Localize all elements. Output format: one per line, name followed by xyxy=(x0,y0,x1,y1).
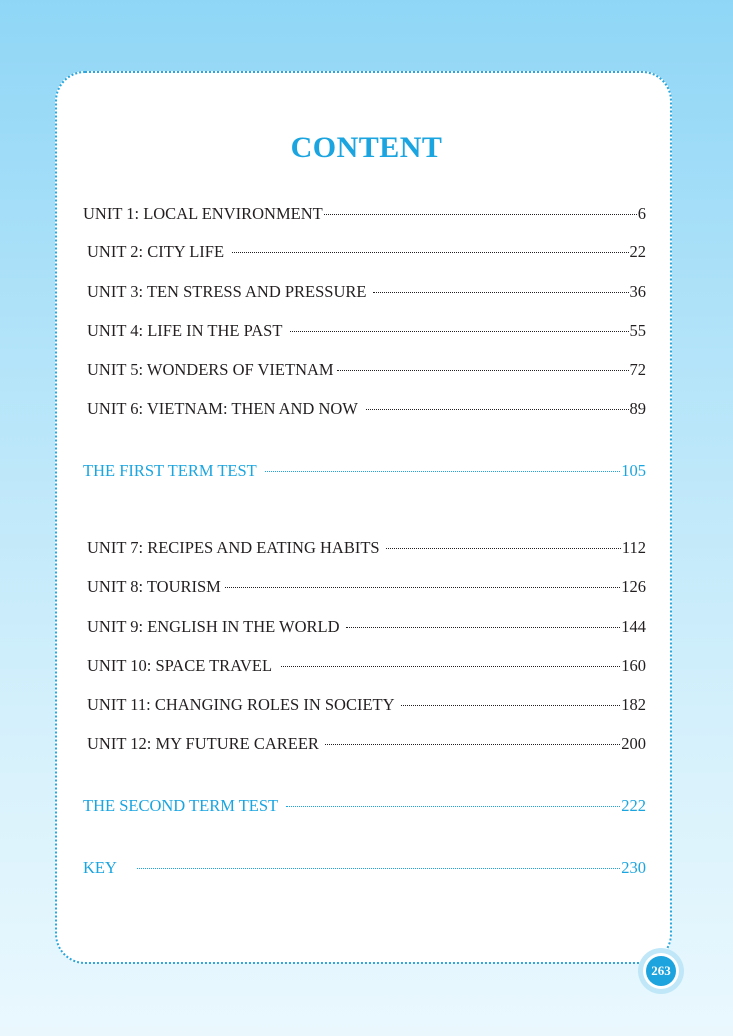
toc-entry-page: 105 xyxy=(621,461,646,480)
dot-leader xyxy=(325,744,620,745)
toc-entry-page: 55 xyxy=(629,321,646,340)
toc-entry-unit-1[interactable] xyxy=(83,204,646,226)
toc-entry-page: 160 xyxy=(621,656,646,675)
toc-entry-key[interactable] xyxy=(83,858,646,880)
dot-leader xyxy=(290,331,628,332)
dot-leader xyxy=(337,370,629,371)
toc-entry-unit-10[interactable] xyxy=(87,656,646,678)
toc-entry-label: UNIT 3: TEN STRESS AND PRESSURE xyxy=(87,282,367,301)
toc-entry-page: 112 xyxy=(621,538,646,557)
dot-leader xyxy=(401,705,621,706)
toc-entry-page: 22 xyxy=(629,242,646,261)
dot-leader xyxy=(386,548,621,549)
dot-leader xyxy=(346,627,621,628)
toc-entry-first-term-test[interactable] xyxy=(83,461,646,483)
toc-entry-page: 182 xyxy=(621,695,646,714)
toc-entry-label: UNIT 2: CITY LIFE xyxy=(87,242,225,261)
toc-entry-page: 36 xyxy=(629,282,646,301)
dot-leader xyxy=(225,587,620,588)
toc-entry-unit-2[interactable] xyxy=(87,242,646,264)
toc-entry-unit-7[interactable] xyxy=(87,538,646,560)
toc-entry-label: UNIT 6: VIETNAM: THEN AND NOW xyxy=(87,399,358,418)
toc-entry-page: 6 xyxy=(637,204,646,223)
toc-entry-label: UNIT 10: SPACE TRAVEL xyxy=(87,656,273,675)
toc-entry-label: UNIT 8: TOURISM xyxy=(87,577,221,596)
toc-entry-unit-6[interactable] xyxy=(87,399,646,421)
toc-entry-unit-4[interactable] xyxy=(87,321,646,343)
dot-leader xyxy=(232,252,628,253)
toc-entry-page: 222 xyxy=(621,796,646,815)
toc-entry-page: 230 xyxy=(621,858,646,877)
dot-leader xyxy=(265,471,621,472)
page-title: CONTENT xyxy=(290,131,443,164)
toc-entry-page: 126 xyxy=(621,577,646,596)
toc-entry-unit-12[interactable] xyxy=(87,734,646,756)
toc-entry-page: 72 xyxy=(629,360,646,379)
toc-entry-label: UNIT 1: LOCAL ENVIRONMENT xyxy=(83,204,323,223)
page-number: 263 xyxy=(646,956,676,986)
dot-leader xyxy=(137,868,620,869)
toc-entry-label: KEY xyxy=(83,858,117,877)
toc-entry-unit-5[interactable] xyxy=(87,360,646,382)
toc-entry-label: UNIT 12: MY FUTURE CAREER xyxy=(87,734,319,753)
toc-entry-label: THE SECOND TERM TEST xyxy=(83,796,279,815)
toc-entry-label: UNIT 4: LIFE IN THE PAST xyxy=(87,321,283,340)
toc-entry-page: 200 xyxy=(621,734,646,753)
page-number-badge xyxy=(638,948,684,994)
dot-leader xyxy=(281,666,620,667)
dot-leader xyxy=(286,806,620,807)
dot-leader xyxy=(324,214,637,215)
toc-entry-label: UNIT 5: WONDERS OF VIETNAM xyxy=(87,360,334,379)
toc-entry-unit-3[interactable] xyxy=(87,282,646,304)
toc-entry-second-term-test[interactable] xyxy=(83,796,646,818)
toc-entry-unit-11[interactable] xyxy=(87,695,646,717)
toc-entry-page: 89 xyxy=(629,399,646,418)
dot-leader xyxy=(366,409,629,410)
toc-entry-page: 144 xyxy=(621,617,646,636)
toc-entry-label: UNIT 11: CHANGING ROLES IN SOCIETY xyxy=(87,695,395,714)
toc-entry-label: UNIT 9: ENGLISH IN THE WORLD xyxy=(87,617,340,636)
page-number-ring xyxy=(643,953,679,989)
toc-entry-unit-9[interactable] xyxy=(87,617,646,639)
toc-entry-label: THE FIRST TERM TEST xyxy=(83,461,257,480)
toc-entry-unit-8[interactable] xyxy=(87,577,646,599)
dot-leader xyxy=(373,292,629,293)
toc-entry-label: UNIT 7: RECIPES AND EATING HABITS xyxy=(87,538,380,557)
